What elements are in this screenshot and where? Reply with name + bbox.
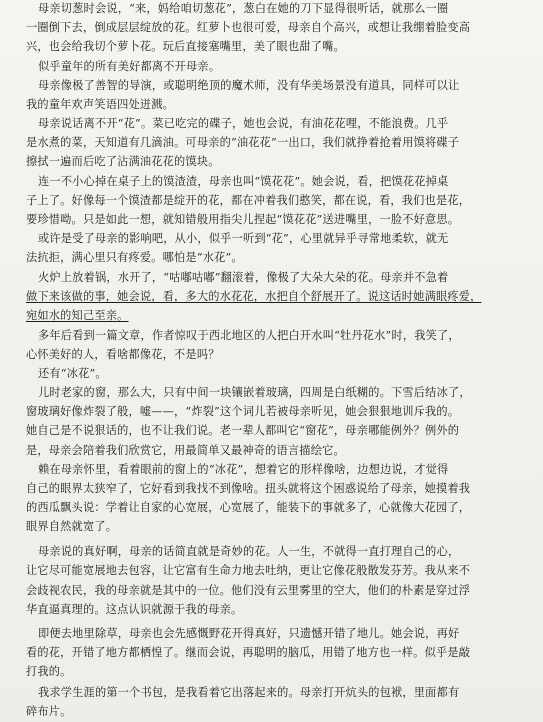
text-line: 看的花，开错了地方都栖惶了。继而会说，再聪明的脑瓜，用错了地方也一样。似乎是敲 <box>26 646 471 659</box>
text-line: 母亲说的真好啊，母亲的话简直就是奇妙的花。人一生，不就得一直打理自己的心， <box>38 545 460 558</box>
text-line: 法抗拒，满心里只有疼爱。哪怕是“水花”。 <box>26 251 243 264</box>
text-line: 要珍惜呦。只是如此一想，就知错般用指尖儿捏起“馍花花”送进嘴里，一脸不好意思。 <box>26 213 460 226</box>
text-line: 让它尽可能宽展地去包容，让它富有生命力地去吐纳，更让它像花般散发芬芳。我从来不 <box>26 564 471 577</box>
text-line: 或许是受了母亲的影响吧，从小，似乎一听到“花”，心里就异乎寻常地柔软，就无 <box>38 232 449 245</box>
text-line: 是水煮的菜，天知道有几滴油。可母亲的“油花花”一出口，我们就挣着抢着用馍将碟子 <box>26 136 460 149</box>
text-line: 的西瓜飘头说：学着让自家的心宽展，心宽展了，能装下的事就多了，心就像大花园了， <box>26 501 471 514</box>
text-line: 心怀美好的人，看啥都像花，不是吗？ <box>26 348 220 361</box>
text-line: 儿时老家的窗，那么大，只有中间一块镶嵌着玻璃，四周是白纸糊的。下雪后结冰了， <box>38 386 471 399</box>
text-line: 是，母亲会陪着我们欣赏它，用最简单又最神奇的语言描绘它。 <box>26 444 345 457</box>
text-line: 赖在母亲怀里，看着眼前的窗上的“冰花”，想着它的形样像啥，边想边说，才觉得 <box>38 463 449 476</box>
text-line: 打我的。 <box>26 665 72 678</box>
text-line: 连一不小心掉在桌子上的馍渣渣，母亲也叫“馍花花”。她会说，看，把馍花花掉桌 <box>38 175 449 188</box>
text-line: 会歧视农民，我的母亲就是其中的一位。他们没有云里雾里的空大，他们的朴素是穿过浮 <box>26 584 471 597</box>
text-line: 她自己是不说狠话的，也不让我们说。老一辈人都叫它“窗花”，母亲哪能例外？例外的 <box>26 424 460 437</box>
text-line: 擦拭一遍而后吃了沾满油花花的馍块。 <box>26 155 220 168</box>
underlined-text-line: 做下来该做的事，她会说，看，多大的水花花，水把自个舒展开了。说这话时她满眼疼爱， <box>26 290 482 303</box>
text-line: 我的童年欢声笑语四处迸溅。 <box>26 98 175 111</box>
text-line: 还有“冰花”。 <box>38 367 107 380</box>
text-line: 眼界自然就宽了。 <box>26 520 118 533</box>
text-line: 窗玻璃好像炸裂了般，嘘——，“炸裂”这个词儿若被母亲听见，她会狠狠地训斥我的。 <box>26 405 460 418</box>
text-line: 似乎童年的所有美好都离不开母亲。 <box>38 60 221 73</box>
text-line: 母亲说话离不开“花”。菜已吃完的碟子，她也会说，有油花花哩，不能浪费。几乎 <box>38 117 449 130</box>
text-line: 多年后看到一篇文章，作者惊叹于西北地区的人把白开水叫“牡丹花水”时，我笑了， <box>38 329 460 342</box>
text-line: 兴，也会给我切个萝卜花。玩后直接塞嘴里，美了眼也甜了嘴。 <box>26 40 345 53</box>
text-line: 华直逼真理的。这点认识就源于我的母亲。 <box>26 603 243 616</box>
text-line: 自己的眼界太狭窄了，它好看到我找不到像啥。扭头就将这个困惑说给了母亲，她摸着我 <box>26 482 471 495</box>
text-line: 子上了。好像每一个馍渣都是绽开的花，都在冲着我们憨笑，都在说，看，我们也是花， <box>26 194 471 207</box>
text-line: 碎布片。 <box>26 705 72 718</box>
text-line: 即便去地里除草，母亲也会先感慨野花开得真好，只遗憾开错了地儿。她会说，再好 <box>38 627 460 640</box>
text-line: 母亲切葱时会说，“来，妈给咱切葱花”，葱白在她的刀下显得很听话，就那么一圈 <box>38 2 449 15</box>
text-line: 一圈倒下去，倒成层层绽放的花。红萝卜也很可爱，母亲自个高兴，或想让我绷着脸变高 <box>26 21 471 34</box>
text-line: 母亲像极了善智的导演，或聪明绝顶的魔术师，没有华美场景没有道具，同样可以让 <box>38 79 460 92</box>
text-line: 我求学生涯的第一个书包，是我看着它出落起来的。母亲打开炕头的包袱，里面都有 <box>38 686 460 699</box>
text-line: 火炉上放着锅，水开了，“咕嘟咕嘟”翻滚着，像极了大朵大朵的花。母亲并不急着 <box>38 271 449 284</box>
underlined-text-line: 宛如水的知己至亲。 <box>26 309 129 322</box>
